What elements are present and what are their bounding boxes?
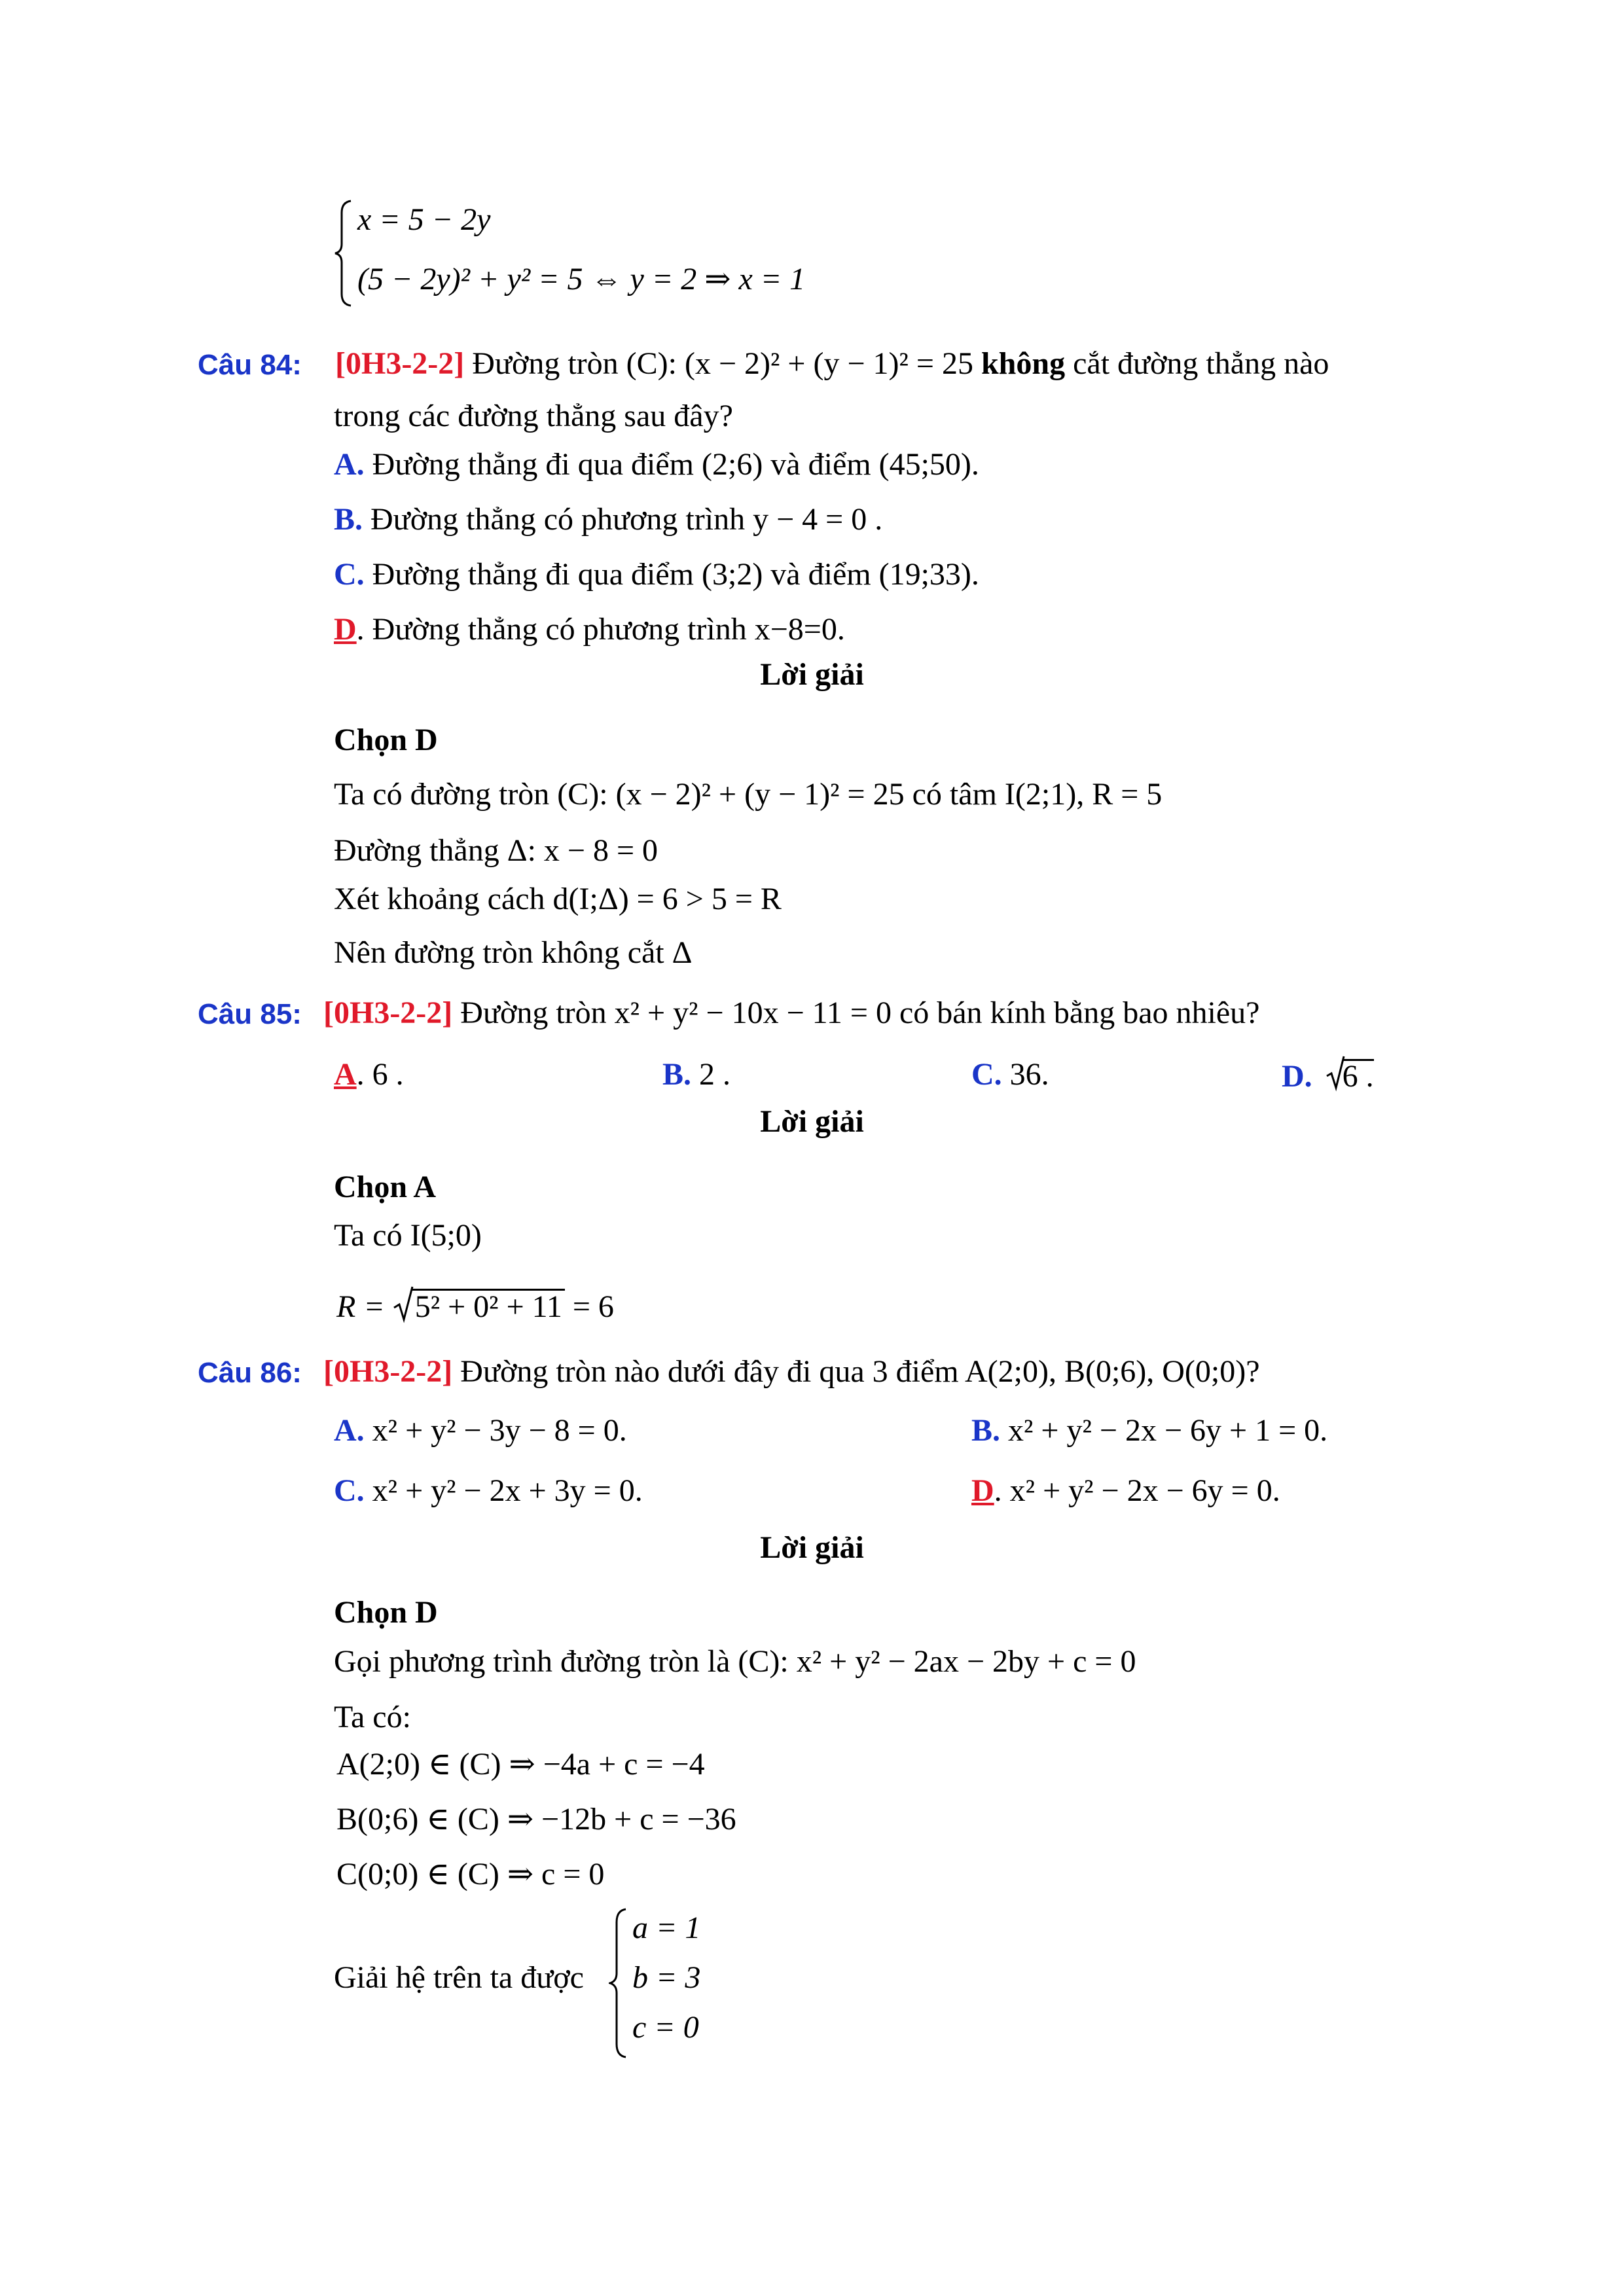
- option-key: A.: [334, 1413, 365, 1448]
- q84-sol-line-2: Đường thẳng Δ: x − 8 = 0: [334, 833, 659, 868]
- q86-label: Câu 86:: [198, 1357, 302, 1389]
- q84-choose: Chọn D: [334, 723, 438, 757]
- option-key: C.: [971, 1057, 1002, 1092]
- q84-solution-title: Lời giải: [760, 657, 864, 692]
- q86-solution-title: Lời giải: [760, 1530, 864, 1565]
- q86-tag: [0H3-2-2]: [323, 1354, 453, 1389]
- option-text: x² + y² − 2x + 3y = 0.: [364, 1473, 643, 1508]
- q84-stem-a: Đường tròn (C): (x − 2)² + (y − 1)² = 25: [472, 346, 981, 381]
- q86-stem: [323, 1356, 1260, 1388]
- option-key: B.: [334, 502, 363, 537]
- option-text: x² + y² − 2x − 6y + 1 = 0.: [1000, 1413, 1328, 1448]
- system-line-c: c = 0: [632, 2010, 699, 2045]
- q85-option-c[interactable]: [971, 1059, 1049, 1090]
- option-key: C.: [334, 1473, 365, 1508]
- q86-sol-line-4: B(0;6) ∈ (C) ⇒ −12b + c = −36: [336, 1802, 736, 1837]
- option-key-correct: D: [334, 612, 357, 647]
- q85-option-d[interactable]: [1282, 1055, 1374, 1092]
- system-line-b: b = 3: [632, 1960, 701, 1995]
- option-key-correct: A: [334, 1057, 357, 1092]
- q84-sol-line-4: Nên đường tròn không cắt Δ: [334, 935, 693, 970]
- q84-option-c[interactable]: [334, 559, 979, 590]
- sol-r-post: = 6: [564, 1289, 614, 1324]
- option-key: B.: [971, 1413, 1001, 1448]
- q86-choose: Chọn D: [334, 1595, 438, 1630]
- option-text: . 6 .: [356, 1057, 404, 1092]
- q85-tag: [0H3-2-2]: [323, 996, 453, 1030]
- sol-r-pre: R =: [336, 1289, 393, 1324]
- q86-system: [609, 1905, 805, 2062]
- option-key: A.: [334, 447, 365, 482]
- q86-option-c[interactable]: [334, 1475, 643, 1507]
- q86-sol-line-5: C(0;0) ∈ (C) ⇒ c = 0: [336, 1857, 605, 1892]
- q86-stem-text: Đường tròn nào dưới đây đi qua 3 điểm A(2;0), B(0;6), O(0;0)?: [452, 1354, 1260, 1389]
- option-key: B.: [662, 1057, 692, 1092]
- sol-radicand: 5² + 0² + 11: [412, 1289, 565, 1323]
- q86-sol-line-3: A(2;0) ∈ (C) ⇒ −4a + c = −4: [336, 1747, 705, 1782]
- option-text: 2 .: [691, 1057, 731, 1092]
- q86-option-b[interactable]: [971, 1415, 1327, 1446]
- q84-option-d[interactable]: [334, 614, 845, 645]
- option-text: Đường thẳng đi qua điểm (2;6) và điểm (45;50).: [364, 447, 979, 482]
- option-key-correct: D: [971, 1473, 994, 1508]
- sqrt-icon: [393, 1285, 414, 1323]
- q84-stem-line1: [335, 348, 1329, 380]
- q85-stem: [323, 997, 1259, 1029]
- option-text: 36.: [1001, 1057, 1049, 1092]
- top-system: [334, 196, 857, 308]
- option-text: Đường thẳng đi qua điểm (3;2) và điểm (19;33).: [364, 557, 979, 592]
- q85-option-a[interactable]: [334, 1059, 404, 1090]
- q85-choose: Chọn A: [334, 1170, 437, 1204]
- q86-option-d[interactable]: [971, 1475, 1280, 1507]
- q85-sol-line-2: [336, 1285, 614, 1323]
- q85-label: Câu 85:: [198, 998, 302, 1030]
- option-text: 6 .: [1342, 1059, 1374, 1094]
- system-line-2: (5 − 2y)² + y² = 5 ⇔ y = 2 ⇒ x = 1: [357, 262, 806, 296]
- q84-sol-line-1: Ta có đường tròn (C): (x − 2)² + (y − 1)² = 25 có tâm I(2;1), R = 5: [334, 777, 1163, 812]
- system-line-a: a = 1: [632, 1910, 701, 1945]
- left-brace-icon: [609, 1908, 628, 2058]
- q85-stem-text: Đường tròn x² + y² − 10x − 11 = 0 có bán kính bằng bao nhiêu?: [452, 996, 1260, 1030]
- left-brace-icon: [334, 200, 353, 308]
- option-key: C.: [334, 557, 365, 592]
- q84-tag: [0H3-2-2]: [335, 346, 465, 381]
- q86-option-a[interactable]: [334, 1415, 627, 1446]
- q84-sol-line-3: Xét khoảng cách d(I;Δ) = 6 > 5 = R: [334, 882, 782, 916]
- q84-label: Câu 84:: [198, 349, 302, 381]
- q86-sol-line-1: Gọi phương trình đường tròn là (C): x² + y² − 2ax − 2by + c = 0: [334, 1644, 1136, 1679]
- system-line-1: x = 5 − 2y: [357, 202, 491, 237]
- q84-stem-line2: trong các đường thẳng sau đây?: [334, 399, 733, 433]
- q85-solution-title: Lời giải: [760, 1104, 864, 1139]
- q84-option-b[interactable]: [334, 504, 882, 535]
- option-text: x² + y² − 3y − 8 = 0.: [364, 1413, 627, 1448]
- q85-option-b[interactable]: [662, 1059, 731, 1090]
- q86-system-label: Giải hệ trên ta được: [334, 1960, 584, 1995]
- option-text: . Đường thẳng có phương trình x−8=0.: [356, 612, 845, 647]
- q84-option-a[interactable]: [334, 449, 979, 480]
- q85-sol-line-1: Ta có I(5;0): [334, 1218, 482, 1253]
- q84-stem-b: cắt đường thẳng nào: [1065, 346, 1329, 381]
- q84-stem-bold: không: [981, 346, 1066, 381]
- q86-sol-line-2: Ta có:: [334, 1700, 411, 1734]
- option-key: D.: [1282, 1059, 1312, 1094]
- option-text: Đường thẳng có phương trình y − 4 = 0 .: [363, 502, 883, 537]
- option-text: . x² + y² − 2x − 6y = 0.: [994, 1473, 1280, 1508]
